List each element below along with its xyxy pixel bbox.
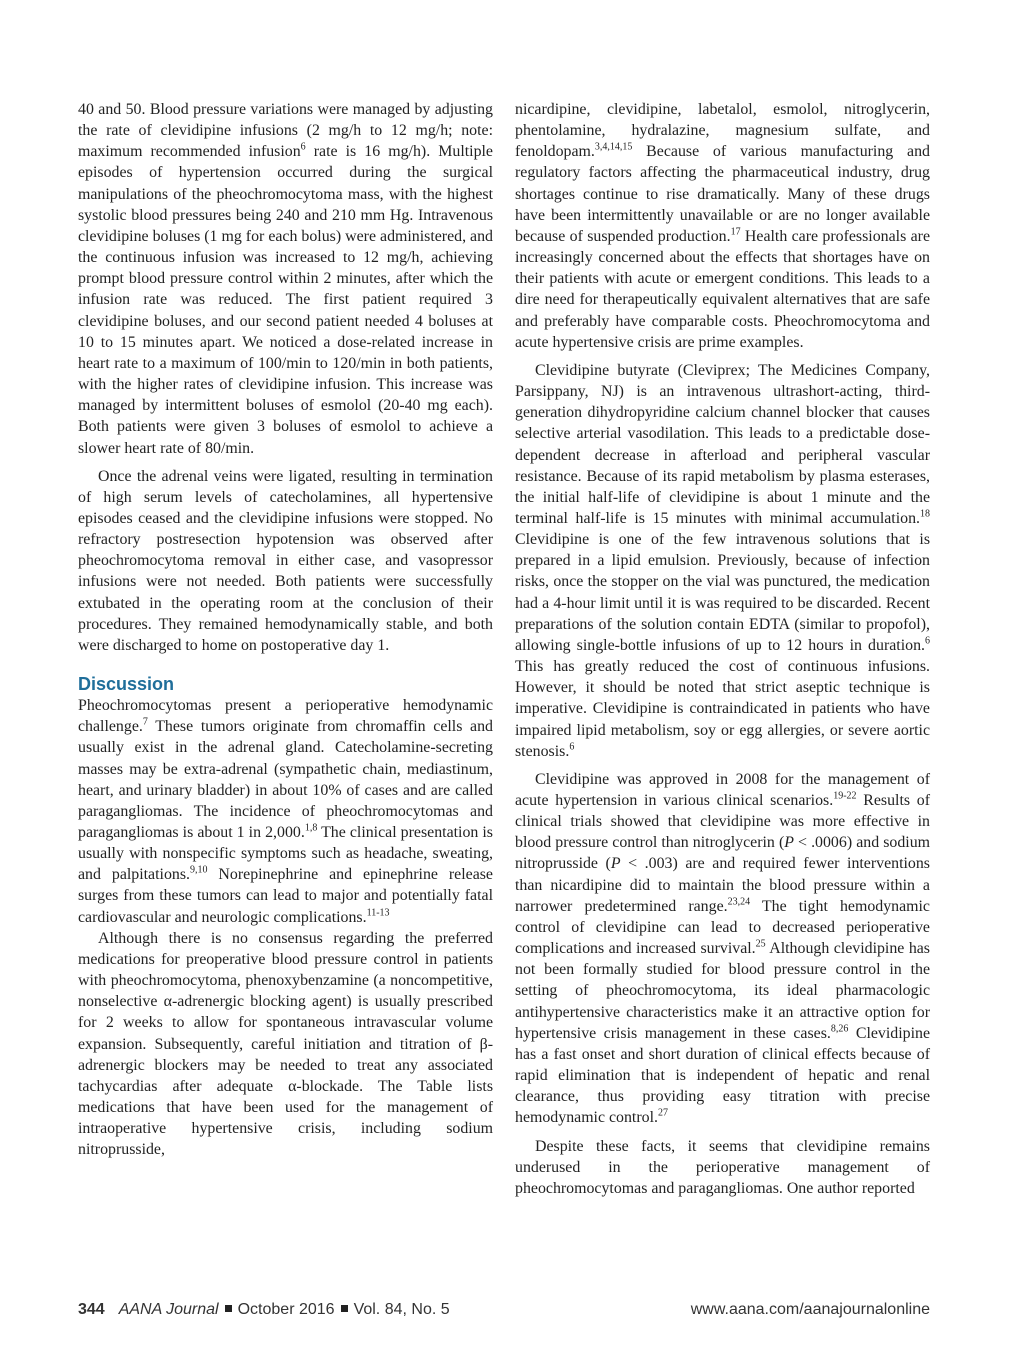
citation: 9,10 [190,865,208,877]
journal-name: AANA Journal [118,1301,219,1318]
paragraph-underuse: Despite these facts, it seems that clevidipine remains underused in the perioperative management of pheochromocytomas and paragangliomas. One author reported [515,1137,930,1197]
citation: 17 [730,226,741,238]
citation: 11-13 [366,907,390,919]
citation: 3,4,14,15 [594,142,633,154]
citation: 18 [920,508,930,520]
paragraph-case-management: 40 and 50. Blood pressure variations were managed by adjusting the rate of clevidipine infusions (2 mg/h to 12 mg/h; note: maximum recommended infusion$^6$ rate is 16 mg/h). Multiple episodes of hypertension occurred during the surgical manipulations of the pheochromocytoma mass, with the highest systolic blood pressures being 240 and 210 mm Hg. Intravenous clevidipine boluses (1 mg for each bolus) were administered, and the continuous infusion was increased to 12 mg/h, achieving prompt blood pressure control within 2 minutes, after which the infusion rate was reduced. The first patient required 3 clevidipine boluses, and our second patient needed 4 boluses at 10 to 15 minutes apart. We noticed a dose-related increase in heart rate to a maximum of 100/min to 120/min in both patients, with the higher rates of clevidipine infusion. This increase was managed by intermittent boluses of esmolol (20-40 mg each). Both patients were given 3 boluses of esmolol to achieve a slower heart rate of 80/min. [78,101,493,457]
section-heading-discussion: Discussion [78,674,175,695]
paragraph-adrenal-ligation: Once the adrenal veins were ligated, resulting in termination of high serum levels of catecholamines, all hypertensive episodes ceased and the clevidipine infusions were stopped. No refractory postresection hypotension was observed after pheochromocytoma removal in either case, and vasopressor infusions were not needed. Both patients were successfully extubated in the operating room at the conclusion of their procedures. They remained hemodynamically stable, and both were discharged to home on postoperative day 1. [78,467,493,654]
citation: 19-22 [833,790,857,802]
citation: 23,24 [727,896,751,908]
citation: 25 [755,938,766,950]
page-footer [78,1301,930,1325]
citation: 8,26 [830,1023,849,1035]
paragraph-clevidipine-pharmacology: Clevidipine butyrate (Cleviprex; The Medicines Company, Parsippany, NJ) is an intravenous ultrashort-acting, third-generation dihydropyridine calcium channel blocker that causes selective arterial vasodilation. This leads to a predictable dose-dependent decrease in afterload and peripheral vascular resistance. Because of its rapid metabolism by plasma esterases, the initial half-life of clevidipine is about 1 minute and the terminal half-life is 15 minutes with minimal accumulation.$^{18}$ Clevidipine is one of the few intravenous solutions that is prepared in a lipid emulsion. Previously, because of infection risks, once the stopper on the vial was punctured, the medication had a 4-hour limit until it is was required to be discarded. Recent preparations of the solution contain EDTA (similar to propofol), allowing single-bottle infusions of up to 12 hours in duration.$^6$ This has greatly reduced the cost of continuous infusions. However, it should be noted that strict aseptic technique is imperative. Clevidipine is contraindicated in patients who have impaired lipid metabolism, soy or egg allergies, or severe aortic stenosis.$^6$ [515,361,930,760]
bullet-separator [225,1305,232,1312]
bullet-separator [341,1305,348,1312]
left-column [78,99,493,1161]
right-column [515,99,930,1199]
citation: 6 [925,635,930,647]
citation: 27 [657,1108,668,1120]
citation: 1,8 [304,822,318,834]
issue-date: October 2016 [237,1301,335,1318]
citation: 7 [142,716,148,728]
paragraph-pheochromocytoma-intro: Pheochromocytomas present a perioperative hemodynamic challenge.$^7$ These tumors originate from chromaffin cells and usually exist in the adrenal gland. Catecholamine-secreting masses may be extra-adrenal (sympathetic chain, mediastinum, heart, and urinary bladder) in about 10% of cases and are called paragangliomas. The incidence of pheochromocytomas and paragangliomas is about 1 in 2,000.$^{1,8}$ The clinical presentation is usually with nonspecific symptoms such as headache, sweating, and palpitations.$^{9,10}$ Norepinephrine and epinephrine release surges from these tumors can lead to major and potentially fatal cardiovascular and neurologic complications.$^{11-13}$ [78,697,493,926]
footer-citation [78,1301,450,1319]
paragraph-clinical-trials: Clevidipine was approved in 2008 for the management of acute hypertension in various clinical scenarios.$^{19-22}$ Results of clinical trials showed that clevidipine was more effective in blood pressure control than nitroglycerin (P < .0006) and sodium nitroprusside (P < .003) are and required fewer interventions than nicardipine did to maintain the blood pressure within a narrower predetermined range.$^{23,24}$ The tight hemodynamic control of clevidipine can lead to decreased perioperative complications and increased survival.$^{25}$ Although clevidipine has not been formally studied for blood pressure control in the setting of pheochromocytoma, its ideal pharmacologic antihypertensive characteristics make it an attractive option for hypertensive crisis management in these cases.$^{8,26}$ Clevidipine has a fast onset and short duration of clinical effects because of rapid elimination that is independent of hepatic and renal clearance, thus providing easy titration with precise hemodynamic control.$^{27}$ [515,770,931,1127]
page-number: 344 [78,1301,105,1318]
citation: 6 [569,741,575,753]
volume-number: Vol. 84, No. 5 [353,1301,450,1318]
journal-url-link[interactable]: www.aana.com/aanajournalonline [690,1301,930,1318]
paragraph-drug-shortages: nicardipine, clevidipine, labetalol, esmolol, nitroglycerin, phentolamine, hydralazine, magnesium sulfate, and fenoldopam.$^{3,4,14,15}$ Because of various manufacturing and regulatory factors affecting the pharmaceutical industry, drug shortages continue to rise dramatically. Many of these drugs have been intermittently unavailable or are no longer available because of suspended production.$^{17}$ Health care professionals are increasingly concerned about the effects that shortages have on their patients with acute or emergent conditions. This leads to a dire need for therapeutically equivalent alternatives that are safe and preferably have comparable costs. Pheochromocytoma and acute hypertensive crisis are prime examples. [515,101,931,351]
paragraph-preoperative-medications: Although there is no consensus regarding the preferred medications for preoperative blood pressure control in patients with pheochromocytoma, phenoxybenzamine (a noncompetitive, nonselective α-adrenergic blocking agent) is usually prescribed for 2 weeks to allow for spontaneous intravascular volume expansion. Subsequently, careful initiation and titration of β-adrenergic blockers may be needed to treat any associated tachycardias after adequate α-blockade. The Table lists medications that have been used for the management of intraoperative hypertensive crisis, including sodium nitroprusside, [78,929,493,1159]
citation: 6 [300,142,306,154]
